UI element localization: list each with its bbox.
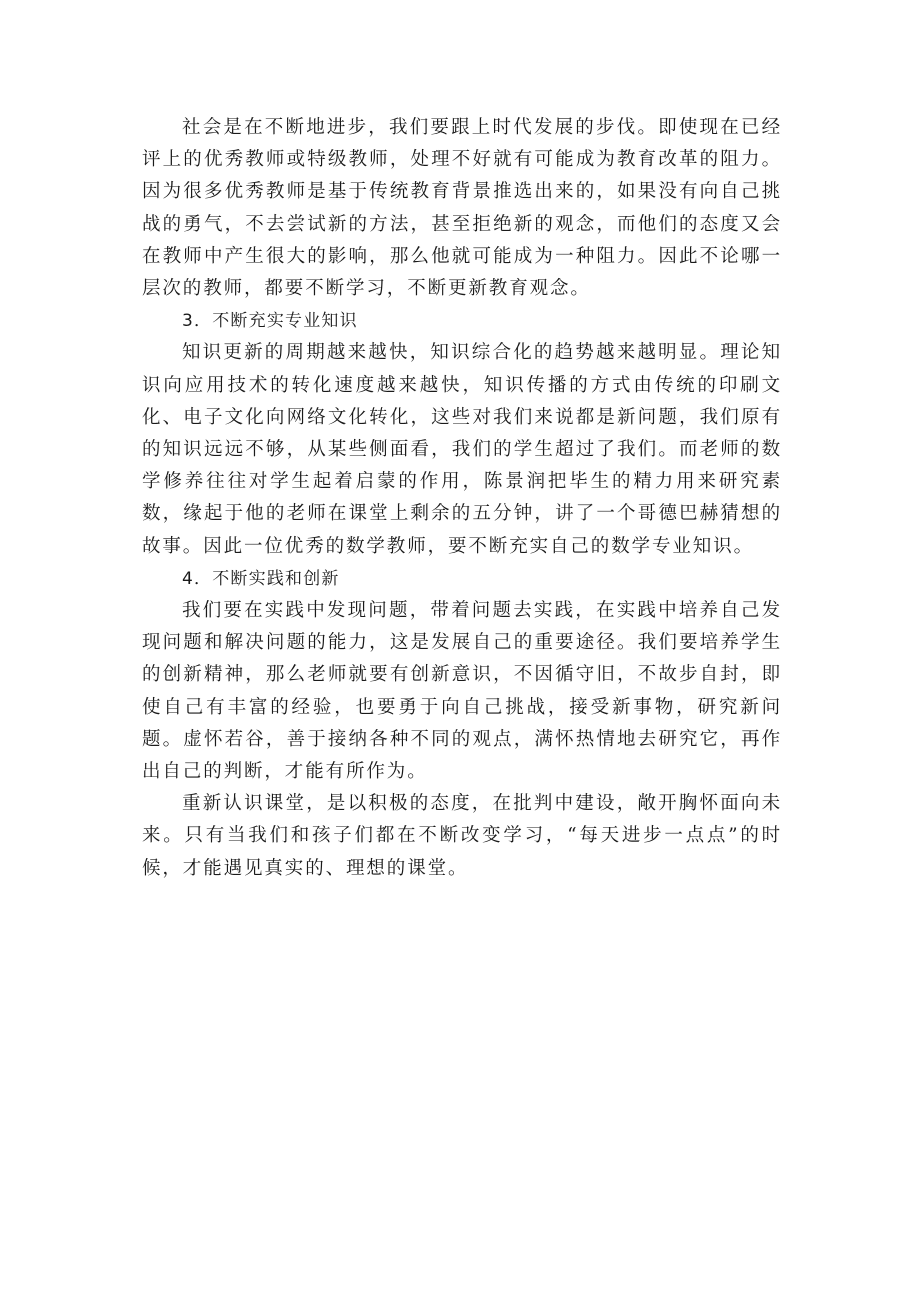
paragraph-professional-knowledge: 知识更新的周期越来越快，知识综合化的趋势越来越明显。理论知识向应用技术的转化速度越来越快，知识传播的方式由传统的印刷文化、电子文化向网络文化转化，这些对我们来说都是新问题，我们原有的知识远远不够，从某些侧面看，我们的学生超过了我们。而老师的数学修养往往对学生起着启蒙的作用，陈景润把毕生的精力用来研究素数，缘起于他的老师在课堂上剩余的五分钟，讲了一个哥德巴赫猜想的故事。因此一位优秀的数学教师，要不断充实自己的数学专业知识。 xyxy=(142,342,782,557)
document-body xyxy=(142,112,782,885)
paragraph-conclusion: 重新认识课堂，是以积极的态度，在批判中建设，敞开胸怀面向未来。只有当我们和孩子们都在不断改变学习，“每天进步一点点”的时候，才能遇见真实的、理想的课堂。 xyxy=(142,793,782,879)
paragraph-keep-learning: 社会是在不断地进步，我们要跟上时代发展的步伐。即使现在已经评上的优秀教师或特级教师，处理不好就有可能成为教育改革的阻力。因为很多优秀教师是基于传统教育背景推选出来的，如果没有向自己挑战的勇气，不去尝试新的方法，甚至拒绝新的观念，而他们的态度又会在教师中产生很大的影响，那么他就可能成为一种阻力。因此不论哪一层次的教师，都要不断学习，不断更新教育观念。 xyxy=(142,117,782,300)
section-heading-professional-knowledge: 3．不断充实专业知识 xyxy=(182,311,358,332)
section-heading-practice-innovation: 4．不断实践和创新 xyxy=(182,568,340,589)
paragraph-practice-innovation: 我们要在实践中发现问题，带着问题去实践，在实践中培养自己发现问题和解决问题的能力，这是发展自己的重要途径。我们要培养学生的创新精神，那么老师就要有创新意识，不因循守旧，不故步自封，即使自己有丰富的经验，也要勇于向自己挑战，接受新事物，研究新问题。虚怀若谷，善于接纳各种不同的观点，满怀热情地去研究它，再作出自己的判断，才能有所作为。 xyxy=(142,600,782,783)
